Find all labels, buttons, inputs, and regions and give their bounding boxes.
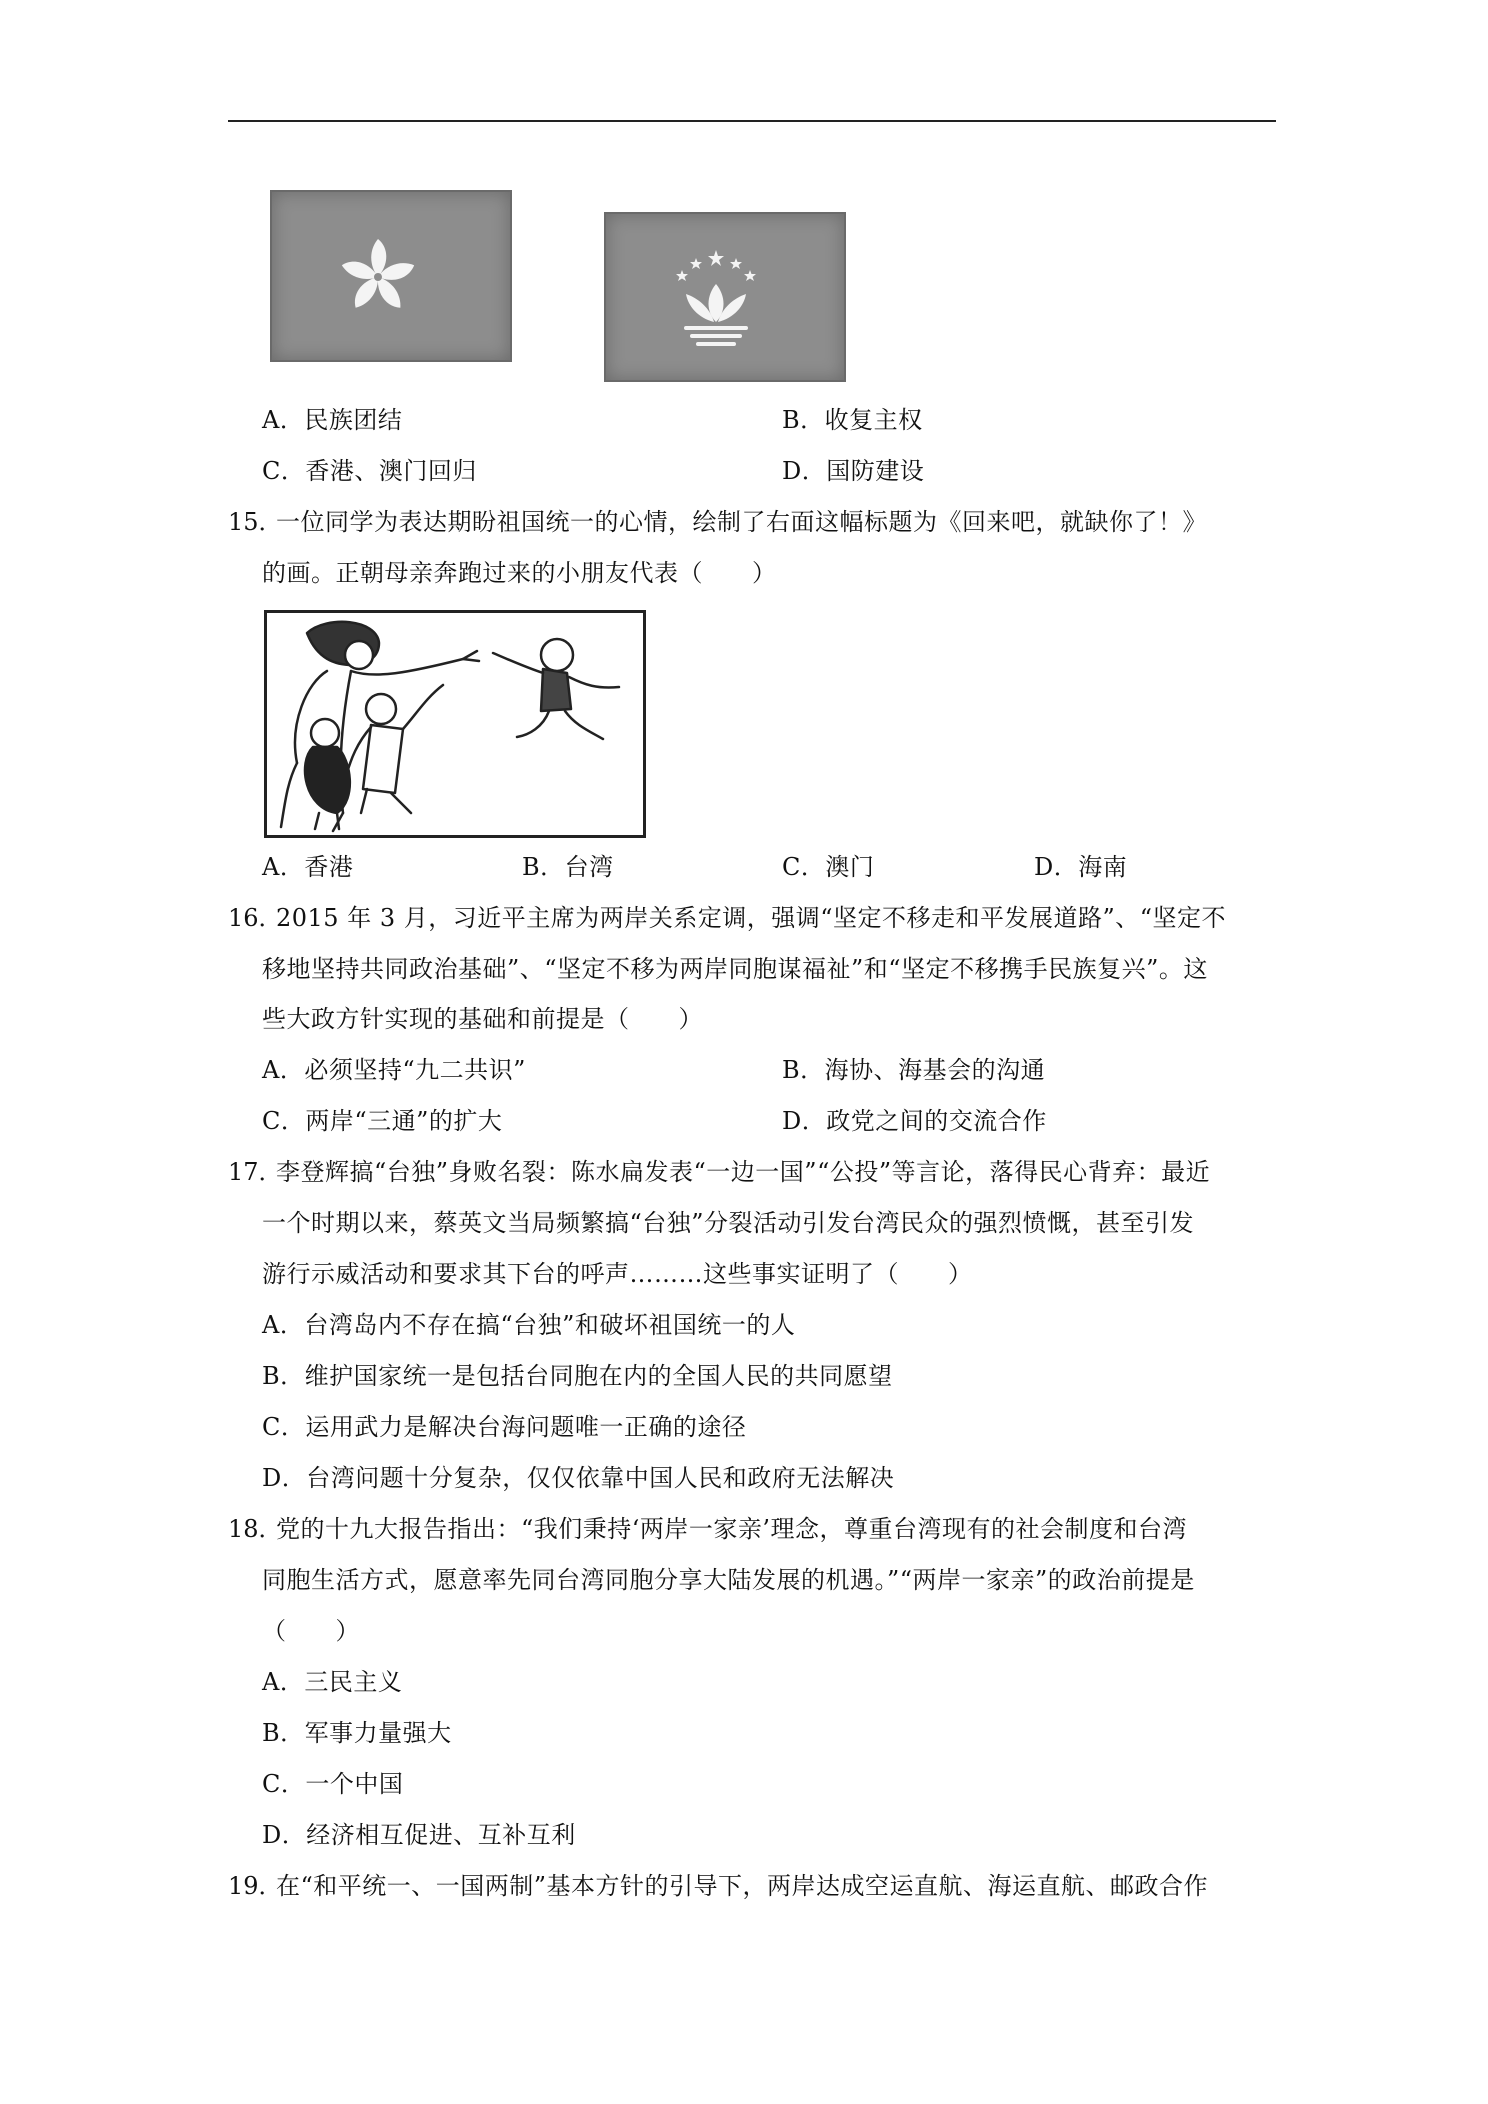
q18-stem-line3: （ ） [262, 1617, 360, 1645]
q15-option-a[interactable]: A．香港 [262, 853, 354, 881]
macau-flag-image [604, 212, 846, 382]
q17-number: 17． [228, 1158, 283, 1186]
header-rule [228, 120, 1276, 122]
q16-option-c[interactable]: C．两岸“三通”的扩大 [262, 1107, 503, 1135]
q17-option-d[interactable]: D．台湾问题十分复杂，仅仅依靠中国人民和政府无法解决 [262, 1464, 895, 1492]
q15-option-c[interactable]: C．澳门 [782, 853, 875, 881]
q18-stem-line1: 党的十九大报告指出：“我们秉持‘两岸一家亲’理念，尊重台湾现有的社会制度和台湾 [276, 1515, 1188, 1543]
q16-stem-line1: 2015 年 3 月，习近平主席为两岸关系定调，强调“坚定不移走和平发展道路”、“坚定不 [276, 904, 1227, 932]
q14-option-d[interactable]: D．国防建设 [782, 457, 925, 485]
lotus-icon [606, 214, 844, 380]
q17-option-a[interactable]: A．台湾岛内不存在搞“台独”和破坏祖国统一的人 [262, 1311, 796, 1339]
q16-number: 16． [228, 904, 283, 932]
q15-number: 15． [228, 508, 283, 536]
q17-stem-line1: 李登辉搞“台独”身败名裂：陈水扁发表“一边一国”“公投”等言论，落得民心背弃：最近 [276, 1158, 1211, 1186]
q15-option-b[interactable]: B．台湾 [522, 853, 614, 881]
q18-stem-line2: 同胞生活方式，愿意率先同台湾同胞分享大陆发展的机遇。”“两岸一家亲”的政治前提是 [262, 1566, 1195, 1594]
q18-option-b[interactable]: B．军事力量强大 [262, 1719, 452, 1747]
q19-stem-line1: 在“和平统一、一国两制”基本方针的引导下，两岸达成空运直航、海运直航、邮政合作 [276, 1872, 1209, 1900]
q17-stem-line3: 游行示威活动和要求其下台的呼声………这些事实证明了（ ） [262, 1260, 973, 1288]
q17-option-b[interactable]: B．维护国家统一是包括台同胞在内的全国人民的共同愿望 [262, 1362, 893, 1390]
q18-option-d[interactable]: D．经济相互促进、互补互利 [262, 1821, 576, 1849]
q16-stem-line3: 些大政方针实现的基础和前提是（ ） [262, 1005, 703, 1033]
q16-option-a[interactable]: A．必须坚持“九二共识” [262, 1056, 526, 1084]
q16-option-b[interactable]: B．海协、海基会的沟通 [782, 1056, 1046, 1084]
q14-option-c[interactable]: C．香港、澳门回归 [262, 457, 477, 485]
q14-option-b[interactable]: B．收复主权 [782, 406, 923, 434]
q15-stem-line2: 的画。正朝母亲奔跑过来的小朋友代表（ ） [262, 559, 777, 587]
q15-option-d[interactable]: D．海南 [1034, 853, 1128, 881]
q16-option-d[interactable]: D．政党之间的交流合作 [782, 1107, 1047, 1135]
q18-option-c[interactable]: C．一个中国 [262, 1770, 404, 1798]
q14-option-a[interactable]: A．民族团结 [262, 406, 403, 434]
q16-stem-line2: 移地坚持共同政治基础”、“坚定不移为两岸同胞谋福祉”和“坚定不移携手民族复兴”。这 [262, 955, 1208, 983]
q15-stem-line1: 一位同学为表达期盼祖国统一的心情，绘制了右面这幅标题为《回来吧，就缺你了！》 [276, 508, 1207, 536]
q17-stem-line2: 一个时期以来，蔡英文当局频繁搞“台独”分裂活动引发台湾民众的强烈愤慨，甚至引发 [262, 1209, 1195, 1237]
q17-option-c[interactable]: C．运用武力是解决台海问题唯一正确的途径 [262, 1413, 747, 1441]
q18-number: 18． [228, 1515, 283, 1543]
mother-children-icon [267, 613, 643, 835]
q19-number: 19． [228, 1872, 283, 1900]
q18-option-a[interactable]: A．三民主义 [262, 1668, 403, 1696]
bauhinia-icon [272, 192, 510, 360]
reunification-drawing-image [264, 610, 646, 838]
hong-kong-flag-image [270, 190, 512, 362]
